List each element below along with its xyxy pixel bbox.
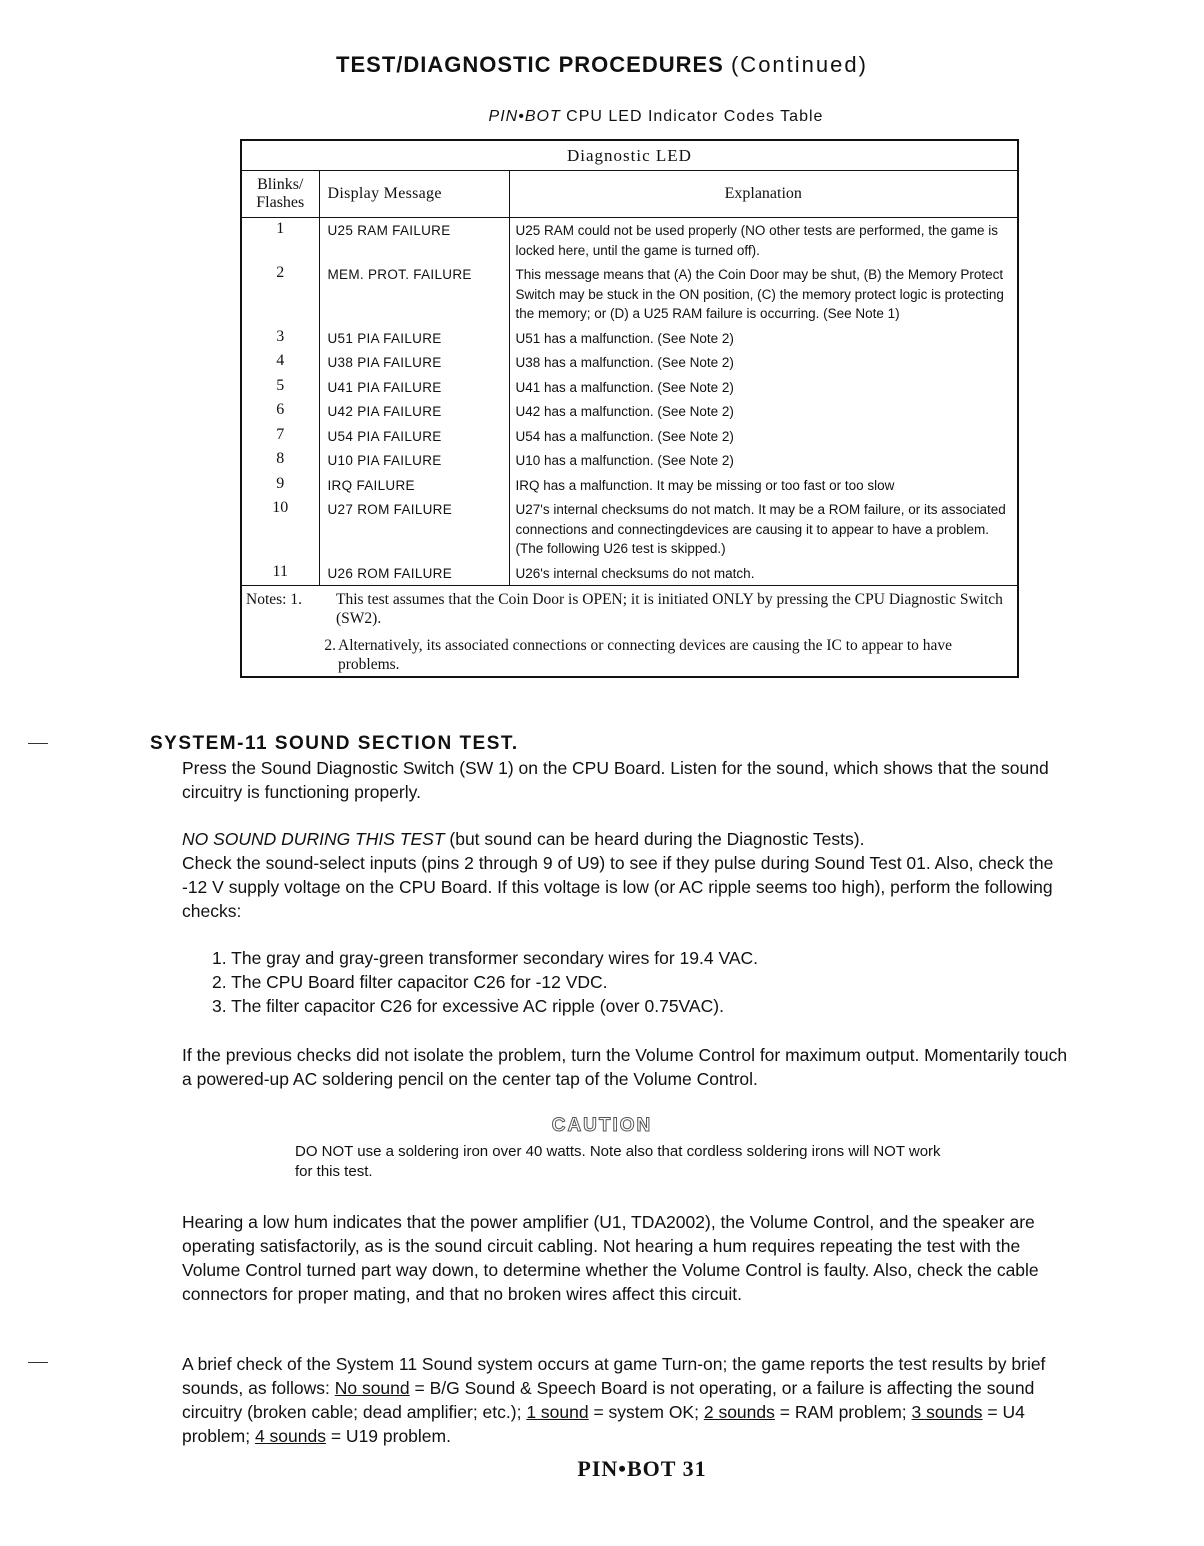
page-footer: PIN•BOT 31: [577, 1456, 707, 1481]
checks-list: [212, 946, 1072, 1018]
row-blinks: 1: [241, 218, 319, 263]
row-blinks: 2: [241, 262, 319, 326]
margin-mark: [28, 1362, 48, 1363]
table-row: [241, 399, 1018, 424]
col-message-header: Display Message: [319, 171, 509, 218]
table-row: [241, 473, 1018, 498]
row-message: U10 PIA FAILURE: [319, 448, 509, 473]
note-2: 2. Alternatively, its associated connections or connecting devices are causing the IC to appear to have problems.: [324, 637, 953, 673]
table-row: [241, 262, 1018, 326]
col-explanation-header: Explanation: [509, 171, 1018, 218]
row-message: U51 PIA FAILURE: [319, 326, 509, 351]
row-message: U41 PIA FAILURE: [319, 375, 509, 400]
paragraph-2: NO SOUND DURING THIS TEST (but sound can be heard during the Diagnostic Tests). Check the sound-select inputs (pins 2 through 9 of U9) to see if they pulse during Sound Test 01. Also, check the -12 V supply voltage on the CPU Board. If this voltage is low (or AC ripple seems too high), perform the following checks:: [182, 829, 1054, 921]
row-blinks: 9: [241, 473, 319, 498]
note-1: Notes: 1. This test assumes that the Coin Door is OPEN; it is initiated ONLY by pressing the CPU Diagnostic Switch (SW2).: [246, 591, 1003, 627]
page-title: TEST/DIAGNOSTIC PROCEDURES (Continued): [336, 52, 868, 77]
paragraph-1: Press the Sound Diagnostic Switch (SW 1) on the CPU Board. Listen for the sound, which shows that the sound circuitry is functioning properly.: [182, 758, 1049, 802]
table-row: [241, 448, 1018, 473]
row-message: U54 PIA FAILURE: [319, 424, 509, 449]
row-explanation: U41 has a malfunction. (See Note 2): [515, 379, 734, 395]
row-explanation: U27's internal checksums do not match. It may be a ROM failure, or its associated connections and connectingdevices are causing it to appear to have a problem. (The following U26 test is skipped.): [515, 502, 1006, 556]
row-message: U26 ROM FAILURE: [319, 561, 509, 586]
led-codes-table: [240, 139, 1019, 678]
row-message: IRQ FAILURE: [319, 473, 509, 498]
row-explanation: IRQ has a malfunction. It may be missing or too fast or too slow: [515, 477, 895, 493]
table-row: [241, 375, 1018, 400]
table-row: [241, 424, 1018, 449]
table-row: [241, 218, 1018, 263]
caution-heading: CAUTION: [551, 1115, 653, 1136]
list-item: 1. The gray and gray-green transformer secondary wires for 19.4 VAC.: [212, 948, 758, 968]
row-explanation: U54 has a malfunction. (See Note 2): [515, 428, 734, 444]
row-message: U38 PIA FAILURE: [319, 350, 509, 375]
paragraph-5: A brief check of the System 11 Sound system occurs at game Turn-on; the game reports the test results by brief sounds, as follows: No sound = B/G Sound & Speech Board is not operating, or a failure is affecting the sound circuitry (broken cable; dead amplifier; etc.); 1 sound = system OK; 2 sounds = RAM problem; 3 sounds = U4 problem; 4 sounds = U19 problem.: [182, 1354, 1046, 1446]
paragraph-4: Hearing a low hum indicates that the power amplifier (U1, TDA2002), the Volume Control, and the speaker are operating satisfactorily, as is the sound circuit cabling. Not hearing a hum requires repeating the test with the Volume Control turned part way down, to determine whether the Volume Control is faulty. Also, check the cable connectors for proper mating, and that no broken wires affect this circuit.: [182, 1212, 1039, 1304]
row-explanation: U26's internal checksums do not match.: [515, 565, 755, 581]
row-message: U25 RAM FAILURE: [319, 218, 509, 263]
row-blinks: 10: [241, 497, 319, 561]
row-blinks: 6: [241, 399, 319, 424]
table-row: [241, 497, 1018, 561]
row-blinks: 3: [241, 326, 319, 351]
table-row: [241, 350, 1018, 375]
table-notes: [241, 586, 1018, 678]
group-header: Diagnostic LED: [241, 140, 1018, 171]
row-blinks: 4: [241, 350, 319, 375]
row-message: MEM. PROT. FAILURE: [319, 262, 509, 326]
row-message: U27 ROM FAILURE: [319, 497, 509, 561]
table-row: [241, 326, 1018, 351]
row-explanation: U25 RAM could not be used properly (NO other tests are performed, the game is locked here, until the game is turned off).: [515, 223, 998, 258]
col-blinks-header: Blinks/ Flashes: [241, 171, 319, 218]
row-explanation: U10 has a malfunction. (See Note 2): [515, 453, 734, 468]
row-blinks: 8: [241, 448, 319, 473]
margin-mark: [28, 743, 48, 744]
row-blinks: 11: [241, 561, 319, 586]
table-caption: PIN•BOT CPU LED Indicator Codes Table: [488, 108, 824, 125]
list-item: 3. The filter capacitor C26 for excessive AC ripple (over 0.75VAC).: [212, 996, 724, 1016]
section-heading: SYSTEM-11 SOUND SECTION TEST.: [150, 733, 519, 754]
paragraph-3: If the previous checks did not isolate the problem, turn the Volume Control for maximum output. Momentarily touch a powered-up AC soldering pencil on the center tap of the Volume Control.: [182, 1045, 1068, 1089]
row-blinks: 7: [241, 424, 319, 449]
caution-text: DO NOT use a soldering iron over 40 watts. Note also that cordless soldering irons will NOT work for this test.: [295, 1143, 941, 1180]
row-explanation: U51 has a malfunction. (See Note 2): [515, 330, 734, 346]
row-explanation: This message means that (A) the Coin Door may be shut, (B) the Memory Protect Switch may be stuck in the ON position, (C) the memory protect logic is protecting the memory; or (D) a U25 RAM failure is occurring. (See Note 1): [515, 267, 1004, 321]
row-message: U42 PIA FAILURE: [319, 399, 509, 424]
row-explanation: U38 has a malfunction. (See Note 2): [515, 355, 734, 370]
row-explanation: U42 has a malfunction. (See Note 2): [515, 404, 734, 419]
table-row: [241, 561, 1018, 586]
list-item: 2. The CPU Board filter capacitor C26 for -12 VDC.: [212, 972, 608, 992]
row-blinks: 5: [241, 375, 319, 400]
